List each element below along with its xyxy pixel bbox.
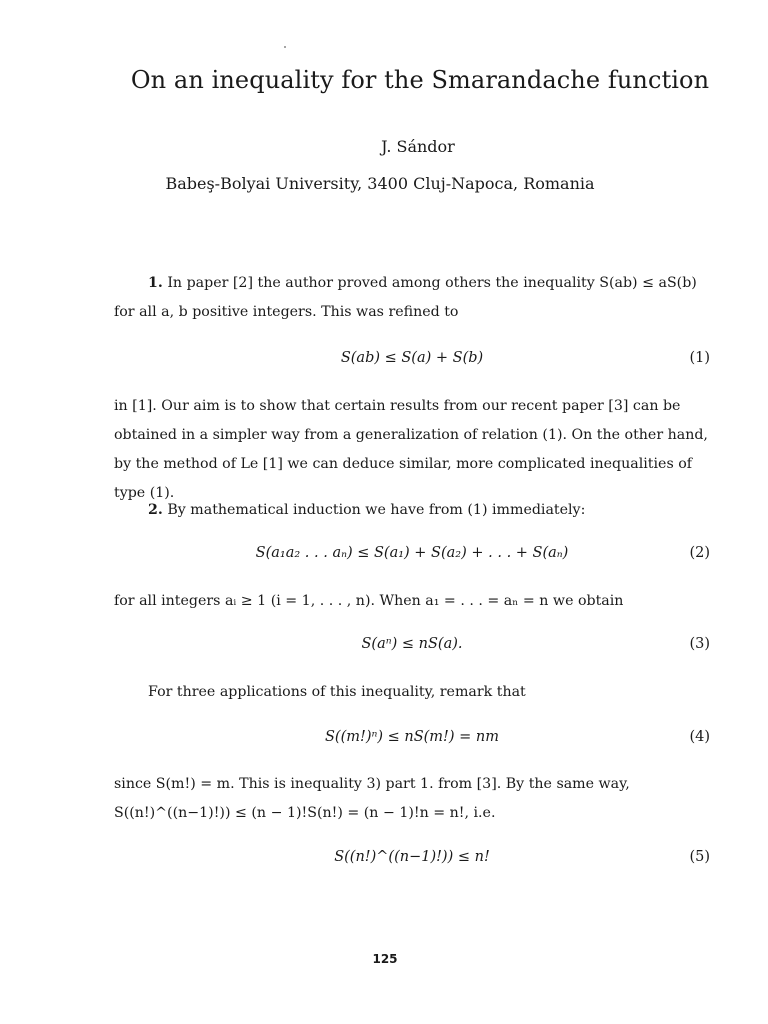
- equation-3: [114, 636, 710, 660]
- equation-2-number: (2): [689, 545, 710, 561]
- equation-4: [114, 729, 710, 753]
- paragraph-2: in [1]. Our aim is to show that certain results from our recent paper [3] can be obtained in a simpler way from a generalization of relation (1). On the other hand, by the method of Le [1] we can deduce similar, more complicated inequalities of type (1).: [114, 398, 708, 501]
- equation-2: [114, 545, 710, 569]
- paper-title: On an inequality for the Smarandache function: [130, 66, 710, 94]
- scan-speck: [284, 46, 286, 48]
- paragraph-5: For three applications of this inequality, remark that: [148, 684, 526, 700]
- equation-3-number: (3): [689, 636, 710, 652]
- equation-5: [114, 849, 710, 873]
- paragraph-3: [114, 496, 714, 525]
- equation-3-expression: S(aⁿ) ≤ nS(a).: [361, 636, 463, 652]
- section-number-2: 2.: [148, 502, 163, 518]
- equation-1: [114, 350, 710, 374]
- page-number: 125: [372, 952, 398, 966]
- paragraph-1: [114, 269, 714, 327]
- equation-4-number: (4): [689, 729, 710, 745]
- paragraph-6: since S(m!) = m. This is inequality 3) part 1. from [3]. By the same way, S((n!)^((n−1)!)) ≤ (n − 1)!S(n!) = (n − 1)!n = n!, i.e.: [114, 776, 630, 821]
- equation-5-number: (5): [689, 849, 710, 865]
- equation-1-expression: S(ab) ≤ S(a) + S(b): [340, 350, 484, 366]
- equation-1-number: (1): [689, 350, 710, 366]
- paragraph-4: for all integers aᵢ ≥ 1 (i = 1, . . . , n). When a₁ = . . . = aₙ = n we obtain: [114, 593, 624, 609]
- author-affiliation: Babeş-Bolyai University, 3400 Cluj-Napoca, Romania: [165, 174, 595, 193]
- section-number-1: 1.: [148, 275, 163, 291]
- equation-4-expression: S((m!)ⁿ) ≤ nS(m!) = nm: [325, 729, 499, 745]
- author-name: J. Sándor: [381, 137, 455, 156]
- paragraph-1-text: In paper [2] the author proved among others the inequality S(ab) ≤ aS(b) for all a, b positive integers. This was refined to: [114, 275, 697, 320]
- equation-5-expression: S((n!)^((n−1)!)) ≤ n!: [334, 849, 490, 865]
- paragraph-3-text: By mathematical induction we have from (1) immediately:: [167, 502, 586, 518]
- equation-2-expression: S(a₁a₂ . . . aₙ) ≤ S(a₁) + S(a₂) + . . . + S(aₙ): [255, 545, 569, 561]
